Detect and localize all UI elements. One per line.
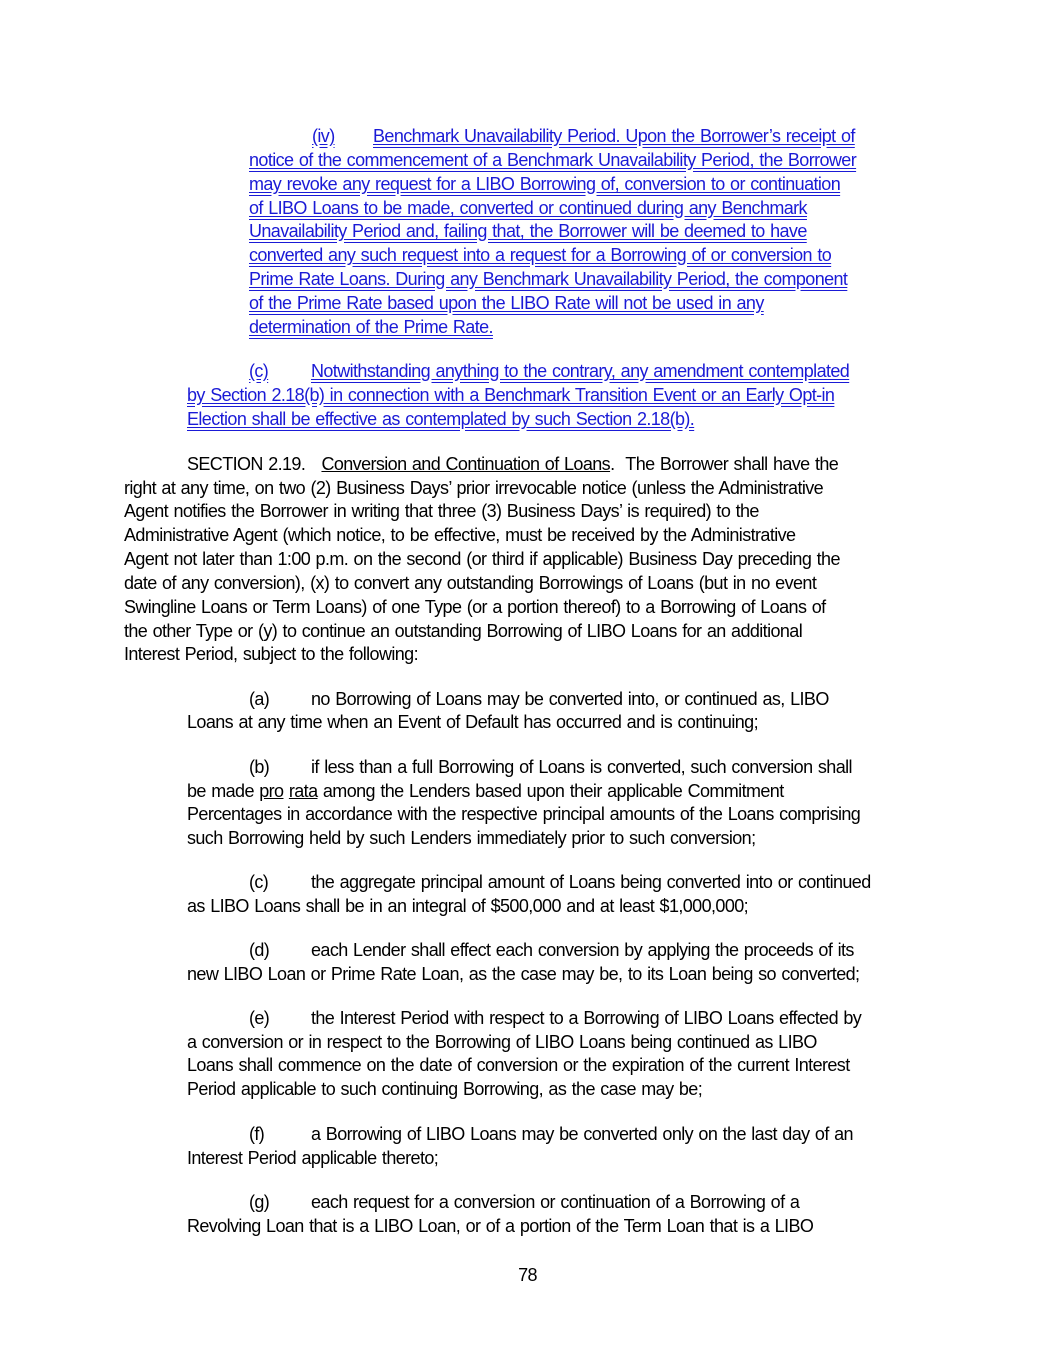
item-text: among the Lenders based upon their applicable Commitment bbox=[317, 781, 784, 801]
item-line bbox=[187, 779, 784, 803]
section-heading: Conversion and Continuation of Loans bbox=[321, 454, 611, 474]
item-marker: (c) bbox=[249, 872, 269, 892]
section-line: Administrative Agent (which notice, to be effective, must be received by the Administrative bbox=[124, 525, 796, 545]
item-line: a Borrowing of LIBO Loans may be converted only on the last day of an bbox=[311, 1124, 853, 1144]
section-number: SECTION 2.19. bbox=[187, 454, 306, 474]
clause-iv-line: of LIBO Loans to be made, converted or continued during any Benchmark bbox=[249, 198, 807, 218]
item-line: Revolving Loan that is a LIBO Loan, or of a portion of the Term Loan that is a LIBO bbox=[187, 1216, 814, 1236]
clause-c-line: Notwithstanding anything to the contrary, any amendment contemplated bbox=[311, 361, 850, 381]
item-line: Percentages in accordance with the respective principal amounts of the Loans comprising bbox=[187, 804, 861, 824]
clause-iv-line: may revoke any request for a LIBO Borrowing of, conversion to or continuation bbox=[249, 174, 841, 194]
item-line: as LIBO Loans shall be in an integral of $500,000 and at least $1,000,000; bbox=[187, 896, 749, 916]
item-line: if less than a full Borrowing of Loans is converted, such conversion shall bbox=[311, 757, 852, 777]
item-marker: (b) bbox=[249, 757, 270, 777]
item-marker: (a) bbox=[249, 689, 270, 709]
item-line: the aggregate principal amount of Loans being converted into or continued bbox=[311, 872, 871, 892]
item-line: the Interest Period with respect to a Borrowing of LIBO Loans effected by bbox=[311, 1008, 862, 1028]
clause-iv-line: Benchmark Unavailability Period. Upon the Borrower’s receipt of bbox=[373, 126, 855, 146]
clause-iv-line: Unavailability Period and, failing that, the Borrower will be deemed to have bbox=[249, 221, 807, 241]
item-marker: (e) bbox=[249, 1008, 270, 1028]
item-line: new LIBO Loan or Prime Rate Loan, as the case may be, to its Loan being so converted; bbox=[187, 964, 860, 984]
item-line: each request for a conversion or continuation of a Borrowing of a bbox=[311, 1192, 800, 1212]
clause-iv-line: of the Prime Rate based upon the LIBO Rate will not be used in any bbox=[249, 293, 764, 313]
section-line: Interest Period, subject to the following: bbox=[124, 644, 418, 664]
item-line: Interest Period applicable thereto; bbox=[187, 1148, 439, 1168]
section-line: date of any conversion), (x) to convert any outstanding Borrowings of Loans (but in no event bbox=[124, 573, 817, 593]
clause-iv-marker: (iv) bbox=[312, 126, 335, 146]
item-line: each Lender shall effect each conversion by applying the proceeds of its bbox=[311, 940, 854, 960]
item-line: such Borrowing held by such Lenders immediately prior to such conversion; bbox=[187, 828, 756, 848]
clause-iv-line: converted any such request into a request for a Borrowing of or conversion to bbox=[249, 245, 832, 265]
item-line: Loans shall commence on the date of conversion or the expiration of the current Interest bbox=[187, 1055, 850, 1075]
clause-c-line: Election shall be effective as contemplated by such Section 2.18(b). bbox=[187, 409, 695, 429]
item-line: no Borrowing of Loans may be converted into, or continued as, LIBO bbox=[311, 689, 829, 709]
pro-underlined: pro bbox=[259, 781, 284, 801]
clause-c-line: by Section 2.18(b) in connection with a Benchmark Transition Event or an Early Opt-in bbox=[187, 385, 835, 405]
clause-iv-line: determination of the Prime Rate. bbox=[249, 317, 493, 337]
section-first-line-rest: The Borrower shall have the bbox=[625, 454, 839, 474]
item-line: Loans at any time when an Event of Default has occurred and is continuing; bbox=[187, 712, 758, 732]
item-marker: (d) bbox=[249, 940, 270, 960]
section-first-line bbox=[187, 452, 838, 476]
page-number: 78 bbox=[518, 1265, 537, 1285]
section-line: Swingline Loans or Term Loans) of one Type (or a portion thereof) to a Borrowing of Loans of bbox=[124, 597, 826, 617]
item-marker: (g) bbox=[249, 1192, 270, 1212]
clause-iv-line: Prime Rate Loans. During any Benchmark Unavailability Period, the component bbox=[249, 269, 848, 289]
section-heading-punct: . bbox=[610, 454, 615, 474]
section-line: the other Type or (y) to continue an outstanding Borrowing of LIBO Loans for an additional bbox=[124, 621, 803, 641]
clause-iv-line: notice of the commencement of a Benchmark Unavailability Period, the Borrower bbox=[249, 150, 857, 170]
rata-underlined: rata bbox=[288, 781, 318, 801]
clause-c-marker: (c) bbox=[249, 361, 269, 381]
section-line: right at any time, on two (2) Business Days’ prior irrevocable notice (unless the Administrative bbox=[124, 478, 824, 498]
section-line: Agent notifies the Borrower in writing that three (3) Business Days’ is required) to the bbox=[124, 501, 759, 521]
section-line: Agent not later than 1:00 p.m. on the second (or third if applicable) Business Day preceding the bbox=[124, 549, 840, 569]
item-text: be made bbox=[187, 781, 260, 801]
item-marker: (f) bbox=[249, 1124, 265, 1144]
item-line: Period applicable to such continuing Borrowing, as the case may be; bbox=[187, 1079, 703, 1099]
item-line: a conversion or in respect to the Borrowing of LIBO Loans being continued as LIBO bbox=[187, 1032, 817, 1052]
